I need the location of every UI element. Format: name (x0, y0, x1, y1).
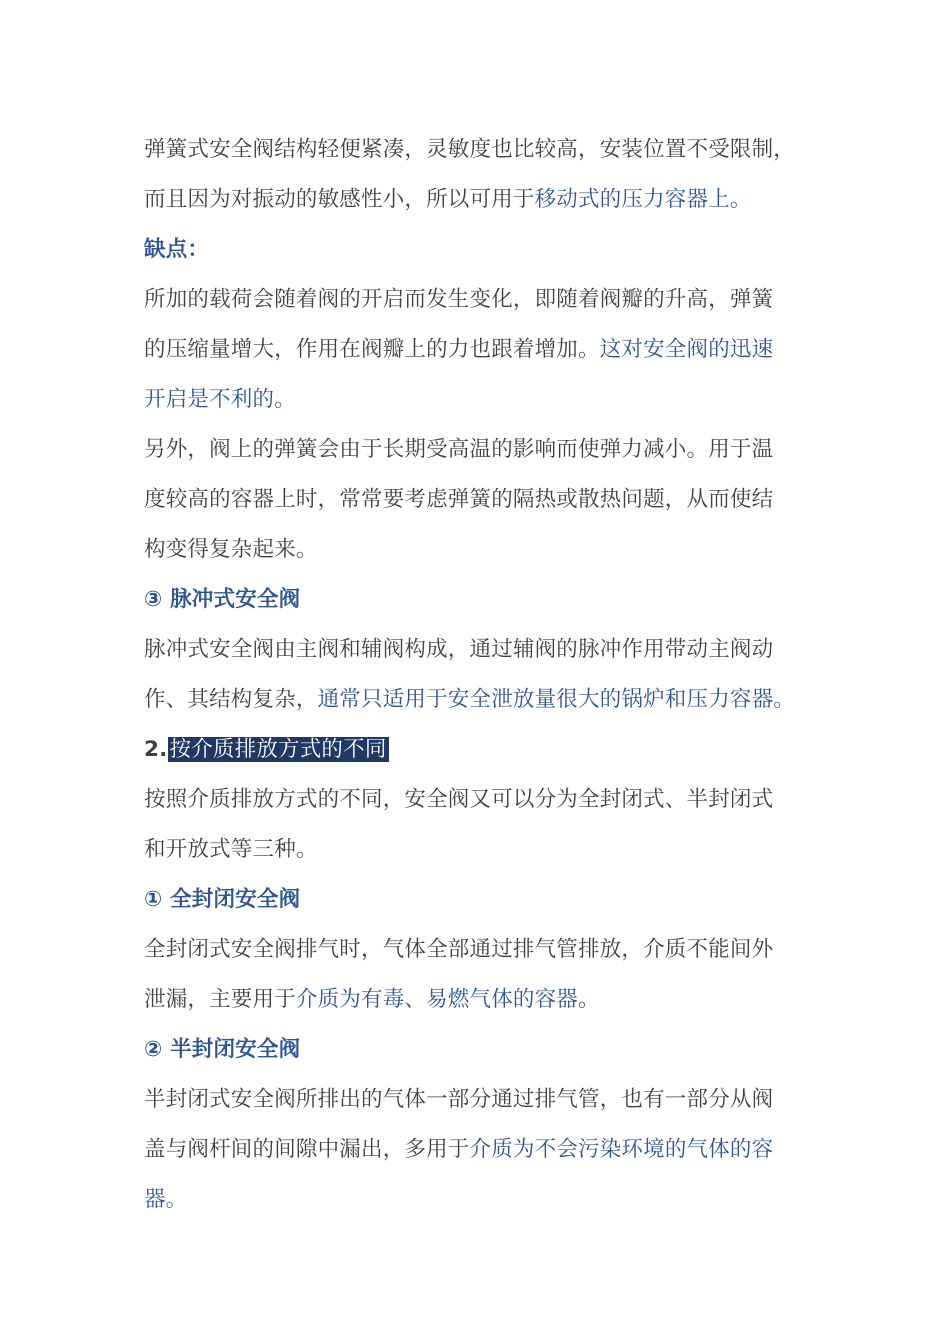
emphasis-text: 开启是不利的。 (144, 387, 296, 412)
paragraph-line (144, 375, 814, 425)
paragraph-line: 盖与阀杆间的间隙中漏出，多用于介质为不会污染环境的气体的容 (144, 1137, 774, 1162)
paragraph-line: 所加的载荷会随着阀的开启而发生变化，即随着阀瓣的升高，弹簧 (144, 287, 774, 312)
paragraph-line: 弹簧式安全阀结构轻便紧凑，灵敏度也比较高，安装位置不受限制， (144, 137, 796, 162)
section-heading: ① 全封闭安全阀 (144, 887, 301, 912)
document-body (144, 125, 814, 1225)
paragraph-line: 度较高的容器上时，常常要考虑弹簧的隔热或散热问题，从而使结 (144, 487, 774, 512)
emphasis-text: 介质为不会污染环境的气体的容 (469, 1137, 774, 1162)
paragraph-line: 半封闭式安全阀所排出的气体一部分通过排气管，也有一部分从阀 (144, 1087, 774, 1112)
section-heading: ③ 脉冲式安全阀 (144, 587, 301, 612)
paragraph-line: 构变得复杂起来。 (144, 537, 318, 562)
paragraph-line: 作、其结构复杂，通常只适用于安全泄放量很大的锅炉和压力容器。 (144, 687, 796, 712)
paragraph-line: 全封闭式安全阀排气时，气体全部通过排气管排放，介质不能间外 (144, 937, 774, 962)
paragraph-line: 而且因为对振动的敏感性小，所以可用于移动式的压力容器上。 (144, 187, 752, 212)
emphasis-text: 这对安全阀的迅速 (599, 337, 774, 362)
emphasis-text: 通常只适用于安全泄放量很大的锅炉和压力容器。 (317, 687, 796, 712)
emphasis-text: 移动式的压力容器上。 (534, 187, 752, 212)
emphasis-text: 介质为有毒、易燃气体的容器 (295, 987, 579, 1012)
section-heading: 缺点： (144, 237, 210, 262)
paragraph-line: 另外，阀上的弹簧会由于长期受高温的影响而使弹力减小。用于温 (144, 437, 774, 462)
emphasis-text: 器。 (144, 1187, 188, 1212)
section-heading: ② 半封闭安全阀 (144, 1037, 301, 1062)
paragraph-line: 的压缩量增大，作用在阀瓣上的力也跟着增加。这对安全阀的迅速 (144, 337, 774, 362)
heading-number: 2. (144, 737, 168, 762)
paragraph-line: 按照介质排放方式的不同，安全阀又可以分为全封闭式、半封闭式 (144, 787, 774, 812)
paragraph-line (144, 1175, 814, 1225)
section-heading (144, 725, 814, 775)
paragraph-line: 泄漏，主要用于介质为有毒、易燃气体的容器。 (144, 987, 600, 1012)
paragraph-line: 和开放式等三种。 (144, 837, 318, 862)
paragraph-line: 脉冲式安全阀由主阀和辅阀构成，通过辅阀的脉冲作用带动主阀动 (144, 637, 774, 662)
highlighted-heading: 按介质排放方式的不同 (169, 737, 387, 762)
